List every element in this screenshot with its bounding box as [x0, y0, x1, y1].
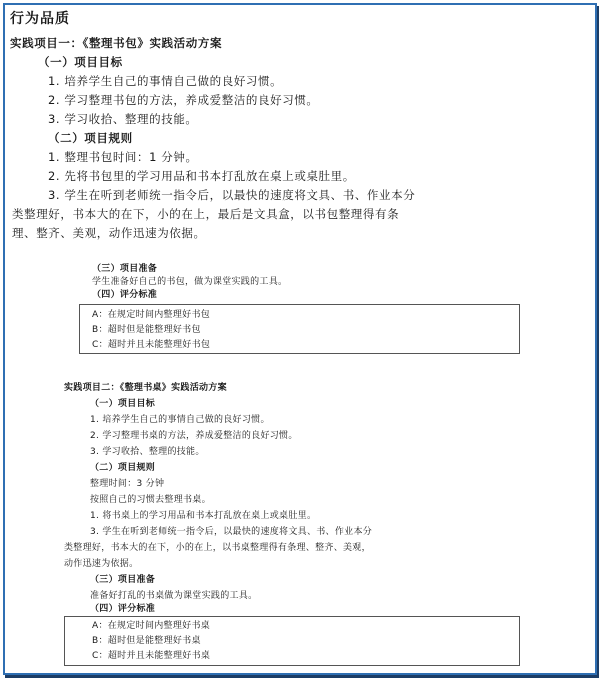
project2-goal: 2. 学习整理书桌的方法，养成爱整洁的良好习惯。 — [90, 431, 298, 441]
project2-rule: 按照自己的习惯去整理书桌。 — [90, 495, 211, 505]
project2-rule: 3. 学生在听到老师统一指令后，以最快的速度将文具、书、作业本分 — [90, 527, 373, 537]
project1-criterion: C：超时并且未能整理好书包 — [92, 340, 211, 350]
project1-goal: 2. 学习整理书包的方法，养成爱整洁的良好习惯。 — [48, 93, 319, 107]
project1-rule: 理、整齐、美观，动作迅速为依据。 — [12, 226, 206, 240]
project1-rule: 类整理好，书本大的在下，小的在上，最后是文具盒，以书包整理得有条 — [12, 207, 400, 221]
project1-criteria-heading: （四）评分标准 — [92, 290, 158, 300]
project1-heading: 实践项目一：《整理书包》实践活动方案 — [10, 36, 223, 50]
project1-rule: 1. 整理书包时间：1 分钟。 — [48, 150, 198, 164]
project1-goals-heading: （一）项目目标 — [38, 55, 123, 69]
project2-prep-heading: （三）项目准备 — [90, 575, 156, 585]
project1-prep-heading: （三）项目准备 — [92, 264, 158, 274]
project2-rules-heading: （二）项目规则 — [90, 463, 156, 473]
project1-criterion: A：在规定时间内整理好书包 — [92, 310, 211, 320]
project2-rule: 类整理好，书本大的在下，小的在上，以书桌整理得有条理、整齐、美观， — [64, 543, 371, 553]
project1-rule: 2. 先将书包里的学习用品和书本打乱放在桌上或桌肚里。 — [48, 169, 355, 183]
project2-criterion: B：超时但是能整理好书桌 — [92, 636, 201, 646]
project2-goal: 1. 培养学生自己的事情自己做的良好习惯。 — [90, 415, 270, 425]
project2-criterion: A：在规定时间内整理好书桌 — [92, 621, 211, 631]
project2-rule: 动作迅速为依据。 — [64, 559, 139, 569]
project1-goal: 1. 培养学生自己的事情自己做的良好习惯。 — [48, 74, 283, 88]
project1-rules-heading: （二）项目规则 — [48, 131, 133, 145]
project2-criteria-heading: （四）评分标准 — [90, 604, 156, 614]
project1-goal: 3. 学习收拾、整理的技能。 — [48, 112, 198, 126]
project2-prep-text: 准备好打乱的书桌做为课堂实践的工具。 — [90, 591, 258, 601]
project2-goal: 3. 学习收拾、整理的技能。 — [90, 447, 205, 457]
page-title: 行为品质 — [10, 11, 70, 27]
project2-rule: 整理时间：3 分钟 — [90, 479, 165, 489]
project1-criterion: B：超时但是能整理好书包 — [92, 325, 201, 335]
project2-heading: 实践项目二：《整理书桌》实践活动方案 — [64, 383, 227, 393]
project2-goals-heading: （一）项目目标 — [90, 399, 156, 409]
project1-prep-text: 学生准备好自己的书包，做为课堂实践的工具。 — [92, 277, 288, 287]
project2-rule: 1. 将书桌上的学习用品和书本打乱放在桌上或桌肚里。 — [90, 511, 317, 521]
project1-rule: 3. 学生在听到老师统一指令后，以最快的速度将文具、书、作业本分 — [48, 188, 416, 202]
project2-criterion: C：超时并且未能整理好书桌 — [92, 651, 211, 661]
